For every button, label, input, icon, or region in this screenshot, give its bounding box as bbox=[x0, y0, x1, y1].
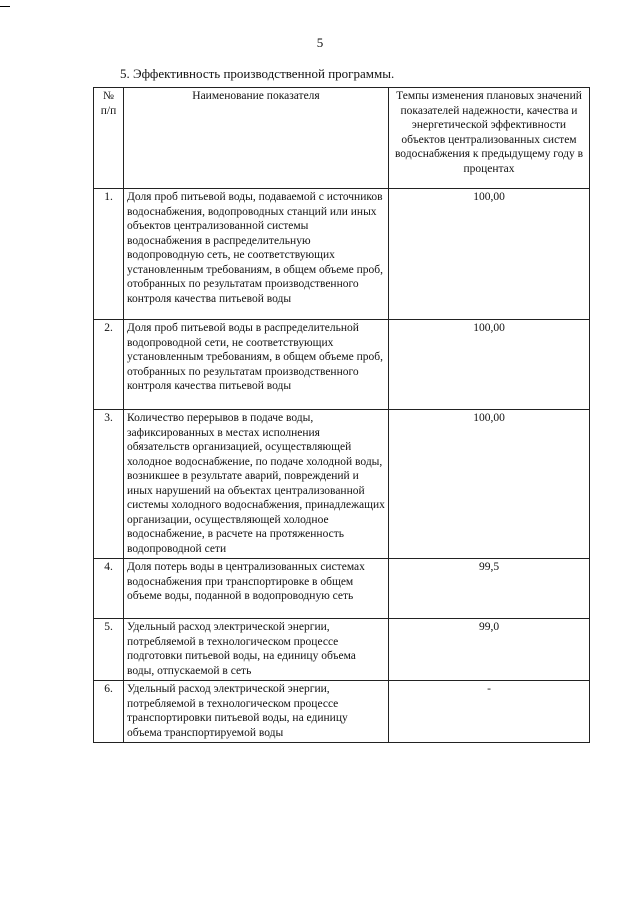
row-value: 100,00 bbox=[389, 320, 590, 410]
row-number: 6. bbox=[94, 681, 124, 743]
table-row bbox=[94, 410, 590, 559]
row-value: 100,00 bbox=[389, 410, 590, 559]
row-indicator-name: Доля потерь воды в централизованных системах водоснабжения при транспортировке в общем объеме воды, поданной в водопроводную сеть bbox=[124, 559, 389, 619]
row-number: 5. bbox=[94, 619, 124, 681]
row-indicator-name: Удельный расход электрической энергии, потребляемой в технологическом процессе транспортировки питьевой воды, на единицу объема транспортируемой воды bbox=[124, 681, 389, 743]
row-number: 1. bbox=[94, 189, 124, 320]
row-number: 3. bbox=[94, 410, 124, 559]
table-row bbox=[94, 619, 590, 681]
table-row bbox=[94, 189, 590, 320]
row-indicator-name: Удельный расход электрической энергии, потребляемой в технологическом процессе подготовки питьевой воды, на единицу объема воды, отпускаемой в сеть bbox=[124, 619, 389, 681]
row-number: 4. bbox=[94, 559, 124, 619]
corner-mark bbox=[0, 6, 10, 7]
header-change-rate: Темпы изменения плановых значений показателей надежности, качества и энергетической эффективности объектов централизованных систем водоснабжения к предыдущему году в процентах bbox=[389, 88, 590, 189]
indicators-table bbox=[93, 87, 590, 743]
row-indicator-name: Количество перерывов в подаче воды, зафиксированных в местах исполнения обязательств организацией, осуществляющей холодное водоснабжение, по подаче холодной воды, возникшее в результате аварий, повреждений и иных нарушений на объектах централизованной системы холодного водоснабжения, принадлежащих организации, осуществляющей холодное водоснабжение, в расчете на протяженность водопроводной сети bbox=[124, 410, 389, 559]
table-row bbox=[94, 681, 590, 743]
page-number: 5 bbox=[316, 35, 324, 50]
row-value: - bbox=[389, 681, 590, 743]
table-row bbox=[94, 559, 590, 619]
row-indicator-name: Доля проб питьевой воды, подаваемой с источников водоснабжения, водопроводных станций или иных объектов централизованной системы водоснабжения в распределительную водопроводную сеть, не соответствующих установленным требованиям, в общем объеме проб, отобранных по результатам производственного контроля качества питьевой воды bbox=[124, 189, 389, 320]
header-number: № п/п bbox=[94, 88, 124, 189]
row-indicator-name: Доля проб питьевой воды в распределительной водопроводной сети, не соответствующих установленным требованиям, в общем объеме проб, отобранных по результатам производственного контроля качества питьевой воды bbox=[124, 320, 389, 410]
row-value: 99,5 bbox=[389, 559, 590, 619]
row-value: 99,0 bbox=[389, 619, 590, 681]
row-number: 2. bbox=[94, 320, 124, 410]
section-title: 5. Эффективность производственной программы. bbox=[120, 66, 395, 81]
header-indicator-name: Наименование показателя bbox=[124, 88, 389, 189]
row-value: 100,00 bbox=[389, 189, 590, 320]
table-row bbox=[94, 320, 590, 410]
table-header-row bbox=[94, 88, 590, 189]
